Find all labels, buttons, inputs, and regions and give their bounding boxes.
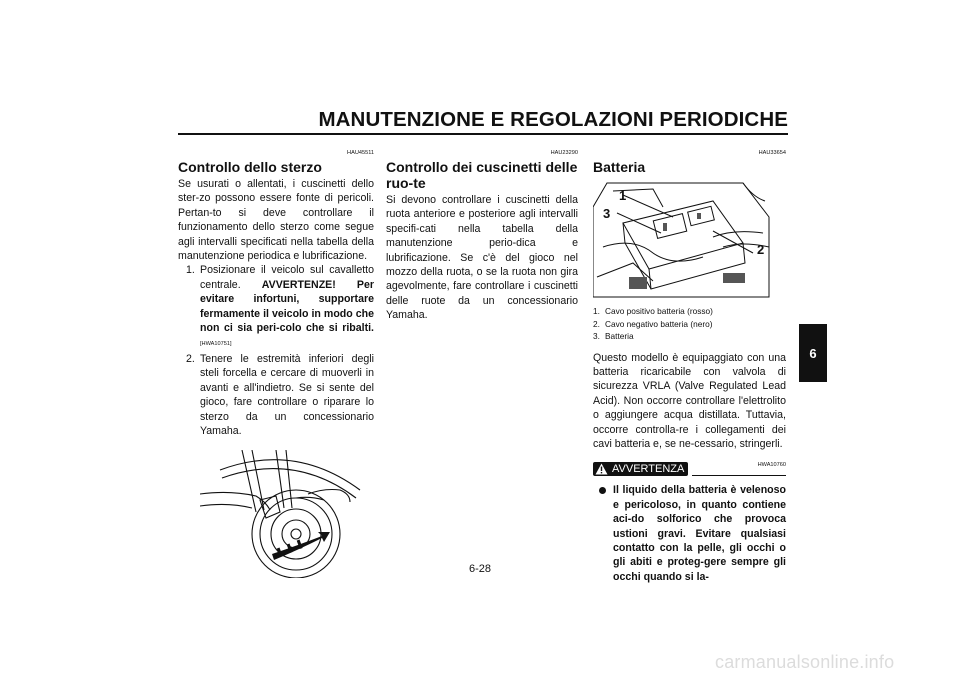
section-code: HAU33654 xyxy=(758,150,786,156)
section-code: HAU45511 xyxy=(347,150,374,156)
warning-badge xyxy=(593,462,688,476)
step-item xyxy=(178,263,374,351)
caption-number: 1. xyxy=(593,306,600,316)
step-text: Posizionare il veicolo sul cavalletto centrale. xyxy=(200,264,374,291)
battery-captions xyxy=(593,305,786,343)
step-warning-code: [HWA10751] xyxy=(200,341,232,348)
caption-number: 2. xyxy=(593,318,600,329)
step-warning: AVVERTENZE! Per evitare infortuni, supportare fermamente il veicolo in modo che non ci sia peri-colo che si ribalti. xyxy=(200,278,374,335)
section-title-battery: Batteria xyxy=(593,159,646,175)
wheel-text: Si devono controllare i cuscinetti della ruota anteriore e posteriore agli intervalli specifi-cati nella tabella della manutenzione perio-dica e lubrificazione. Se c'è del gioco nel mozzo della ruota, o se la ruota non gira agevolmente, fare controllare i cuscinetti delle ruote da un concessionario Yamaha. xyxy=(386,194,578,322)
section-title-wheel-bearings: Controllo dei cuscinetti delle ruo-te xyxy=(386,159,578,191)
caption-item xyxy=(593,318,786,331)
warning-bullet xyxy=(593,483,786,584)
battery-text: Questo modello è equipaggiato con una batteria ricaricabile con valvola di sicurezza VRLA (Valve Regulated Lead Acid). Non occorre controllare l'elettrolito o aggiungere acqua distillata. Tuttavia, occorre controlla-re i collegamenti dei cavi batteria e, se ne-cessario, stringerli. xyxy=(593,351,786,450)
warning-rule xyxy=(692,475,786,476)
battery-illustration xyxy=(593,177,771,301)
page-number: 6-28 xyxy=(468,563,492,575)
step-number: 2. xyxy=(186,352,195,365)
warning-label: AVVERTENZA xyxy=(612,462,685,475)
steering-illustration xyxy=(200,450,370,578)
caption-number: 3. xyxy=(593,331,600,341)
chapter-tab: 6 xyxy=(799,324,827,382)
callout-2: 2 xyxy=(757,242,765,257)
step-number: 1. xyxy=(186,264,195,277)
section-title-steering: Controllo dello sterzo xyxy=(178,159,322,175)
warning-code: HWA10760 xyxy=(757,462,786,469)
column-battery xyxy=(593,150,786,584)
header-rule xyxy=(178,133,788,135)
warning-triangle-icon xyxy=(595,463,608,475)
warning-text: Il liquido della batteria è velenoso e pericoloso, in quanto contiene aci-do solforico che provoca ustioni gravi. Evitare qualsiasi contatto con la pelle, gli occhi o gli abiti e proteg-gere sempre gli occhi quando si la- xyxy=(613,484,786,583)
caption-item xyxy=(593,330,786,343)
section-code: HAU23290 xyxy=(550,150,578,156)
watermark: carmanualsonline.info xyxy=(715,652,895,672)
step-item xyxy=(178,352,374,438)
callout-1: 1 xyxy=(619,188,627,203)
column-wheel-bearings xyxy=(386,150,578,323)
column-steering xyxy=(178,150,374,578)
caption-item xyxy=(593,305,786,318)
bullet-dot xyxy=(599,487,606,494)
steering-steps xyxy=(178,263,374,438)
step-text: Tenere le estremità inferiori degli steli forcella e cercare di muoverli in avanti e all'indietro. Se si sente del gioco, fare controllare o riparare lo sterzo da un concessionario Yamaha. xyxy=(200,352,374,437)
caption-text: Batteria xyxy=(605,331,634,341)
caption-text: Cavo negativo batteria (nero) xyxy=(605,318,713,329)
steering-intro: Se usurati o allentati, i cuscinetti dello ster-zo possono essere fonte di pericoli. Pertan-to si deve controllare il funzionamento dello sterzo come segue agli intervalli specificati nella tabella della manutenzione periodica e lubrificazione. xyxy=(178,178,374,263)
page-header-title: MANUTENZIONE E REGOLAZIONI PERIODICHE xyxy=(318,108,788,131)
caption-text: Cavo positivo batteria (rosso) xyxy=(605,306,713,316)
callout-3: 3 xyxy=(603,206,611,221)
